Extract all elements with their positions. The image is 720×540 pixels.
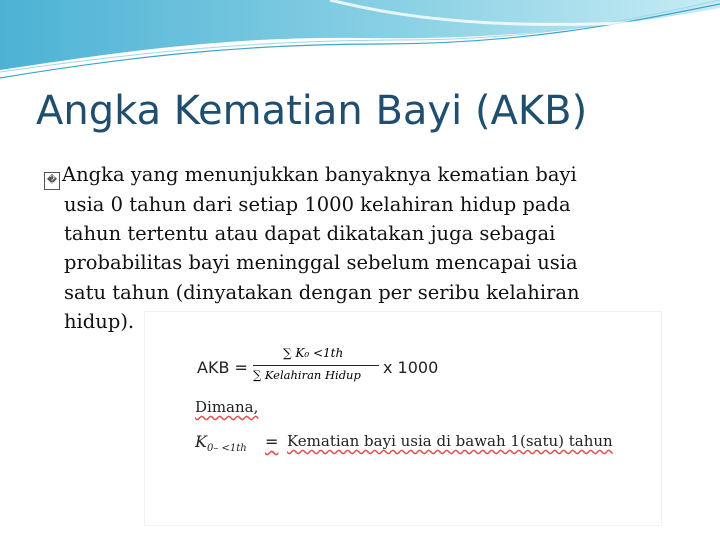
- bullet-icon: �: [44, 172, 60, 190]
- paragraph-line-6: hidup).: [64, 309, 135, 333]
- formula-equals: =: [265, 432, 279, 451]
- paragraph-line-4: probabilitas bayi meninggal sebelum mencapai usia: [64, 251, 578, 275]
- paragraph-line-2: usia 0 tahun dari setiap 1000 kelahiran hidup pada: [64, 193, 571, 216]
- formula-definition: Kematian bayi usia di bawah 1(satu) tahun: [287, 432, 613, 450]
- formula-k-symbol: $K_{0- <1th}$: [195, 432, 247, 455]
- formula-multiplier: x 1000: [383, 358, 439, 377]
- definition-paragraph: [44, 160, 664, 336]
- header-wave-decoration: [0, 0, 720, 90]
- formula-numerator: ∑ K₀ <1th: [283, 346, 344, 360]
- fraction-bar: [253, 365, 379, 366]
- formula-lhs: AKB =: [197, 358, 248, 377]
- formula-denominator: ∑ Kelahiran Hidup: [253, 368, 361, 382]
- formula-dimana: Dimana,: [195, 398, 259, 416]
- paragraph-line-1: � Angka yang menunjukkan banyaknya kematian bayi: [44, 160, 664, 190]
- paragraph-line-3: tahun tertentu atau dapat dikatakan juga sebagai: [64, 222, 556, 246]
- formula-image: [145, 312, 661, 525]
- paragraph-line-5: satu tahun (dinyatakan dengan per seribu kelahiran: [64, 280, 580, 304]
- slide-title: Angka Kematian Bayi (AKB): [36, 88, 588, 134]
